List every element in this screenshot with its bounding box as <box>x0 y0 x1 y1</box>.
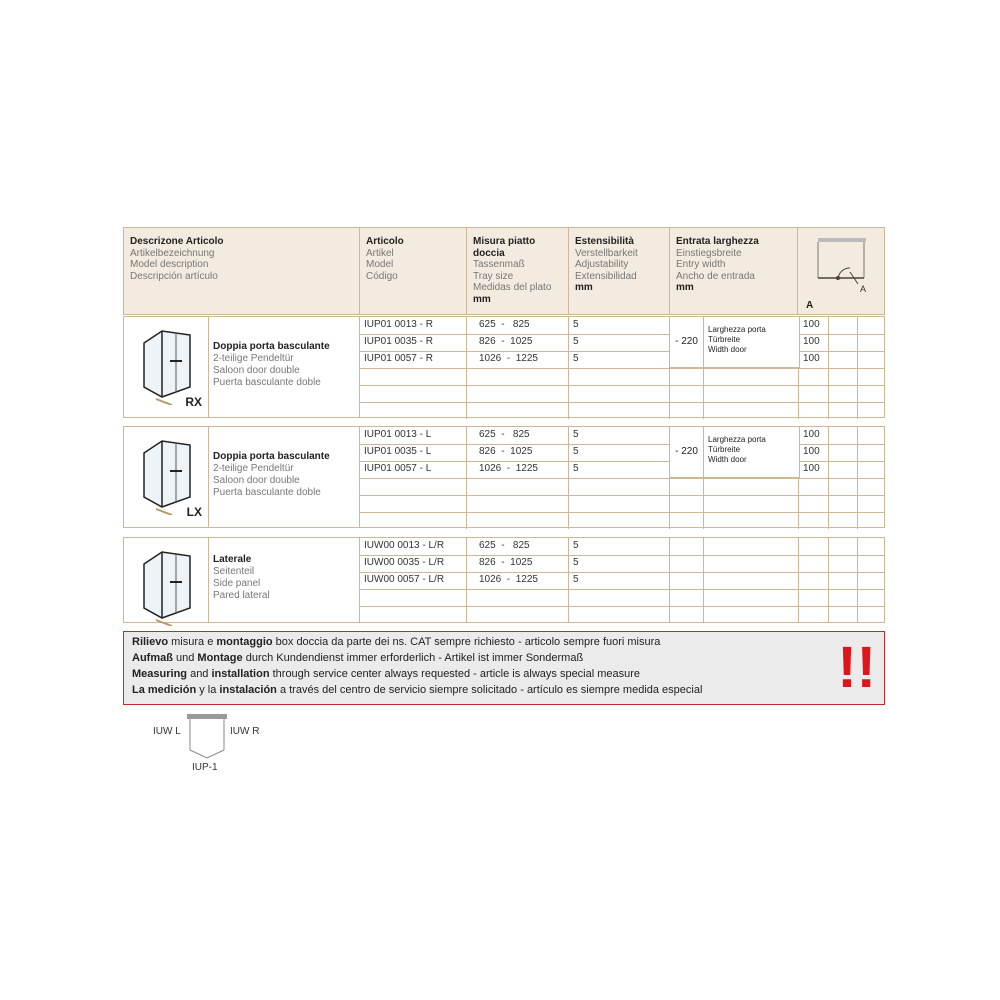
table-cell: 1026 - 1225 <box>467 351 569 368</box>
header-article: Articolo Artikel Model Código <box>360 228 467 314</box>
table-row <box>360 555 884 573</box>
table-cell <box>858 427 886 444</box>
table-cell <box>858 478 886 495</box>
table-cell <box>360 495 467 512</box>
table-cell: IUP01 0013 - R <box>360 317 467 334</box>
table-cell: 5 <box>569 427 670 444</box>
header-adjustability: Estensibilità Verstellbarkeit Adjustability Extensibilidad mm <box>569 228 670 314</box>
table-cell <box>467 495 569 512</box>
table-cell <box>858 589 886 606</box>
layout-legend <box>150 712 280 782</box>
table-cell <box>858 572 886 589</box>
table-cell <box>799 478 829 495</box>
table-cell <box>829 368 858 385</box>
description-line: 2-teilige Pendeltür <box>213 353 294 364</box>
table-cell <box>829 385 858 402</box>
header-tray-size: Misura piatto doccia Tassenmaß Tray size Medidas del plato mm <box>467 228 569 314</box>
table-cell <box>858 538 886 555</box>
door-width-note-line: Larghezza porta <box>708 435 766 444</box>
table-cell <box>799 538 829 555</box>
table-cell: 100 <box>799 461 829 478</box>
table-cell <box>829 402 858 419</box>
table-cell <box>704 606 799 623</box>
table-cell <box>704 478 799 495</box>
table-cell <box>829 589 858 606</box>
header-diagram: A A <box>798 228 884 314</box>
table-cell <box>467 385 569 402</box>
product-description <box>208 538 360 622</box>
table-row <box>360 538 884 556</box>
table-cell <box>829 495 858 512</box>
table-cell <box>467 402 569 419</box>
product-description <box>208 427 360 527</box>
table-cell <box>829 572 858 589</box>
notice-text: a través del centro de servicio siempre solicitado - artículo es siempre medida especial <box>276 684 703 696</box>
table-cell <box>670 495 704 512</box>
table-cell <box>829 512 858 529</box>
special-measure-notice <box>123 631 885 705</box>
product-section <box>123 426 885 528</box>
table-row <box>360 478 884 496</box>
table-header <box>123 227 885 315</box>
table-cell <box>858 368 886 385</box>
table-cell: 5 <box>569 538 670 555</box>
table-cell: 100 <box>799 334 829 351</box>
table-cell <box>858 351 886 368</box>
table-cell <box>360 589 467 606</box>
table-cell <box>670 478 704 495</box>
table-cell <box>670 538 704 555</box>
header-entry-width: Entrata larghezza Einstiegsbreite Entry width Ancho de entrada mm <box>670 228 798 314</box>
article-grid <box>360 317 884 417</box>
table-cell <box>858 385 886 402</box>
table-cell <box>858 461 886 478</box>
notice-text: through service center always requested - article is always special measure <box>269 668 641 680</box>
table-cell: 625 - 825 <box>467 538 569 555</box>
table-row <box>360 402 884 419</box>
description-line: Saloon door double <box>213 365 300 376</box>
table-cell <box>569 589 670 606</box>
table-cell <box>704 589 799 606</box>
table-cell <box>704 495 799 512</box>
table-cell: 625 - 825 <box>467 317 569 334</box>
table-cell <box>704 512 799 529</box>
table-cell <box>467 512 569 529</box>
table-row <box>360 444 884 462</box>
table-cell <box>799 512 829 529</box>
table-cell <box>360 402 467 419</box>
table-cell <box>858 334 886 351</box>
notice-bold: Rilievo <box>132 636 169 648</box>
table-cell <box>858 555 886 572</box>
table-cell: 100 <box>799 317 829 334</box>
table-cell <box>467 368 569 385</box>
table-cell <box>704 368 799 385</box>
description-line: Doppia porta basculante <box>213 451 330 462</box>
table-cell <box>858 444 886 461</box>
table-cell <box>569 478 670 495</box>
table-row <box>360 495 884 513</box>
table-cell: IUP01 0057 - L <box>360 461 467 478</box>
table-cell: 100 <box>799 427 829 444</box>
table-cell: 826 - 1025 <box>467 444 569 461</box>
description-line: Seitenteil <box>213 566 255 577</box>
door-width-note <box>708 435 766 465</box>
entry-width-block <box>670 427 800 478</box>
description-line: 2-teilige Pendeltür <box>213 463 294 474</box>
table-cell <box>670 589 704 606</box>
table-cell <box>799 495 829 512</box>
table-cell <box>569 606 670 623</box>
notice-text: y la <box>196 684 220 696</box>
table-row <box>360 334 884 352</box>
table-cell: IUW00 0035 - L/R <box>360 555 467 572</box>
table-cell: IUW00 0013 - L/R <box>360 538 467 555</box>
notice-bold: Montage <box>197 652 243 664</box>
table-row <box>360 317 884 335</box>
table-row <box>360 351 884 369</box>
table-row <box>360 385 884 403</box>
table-cell <box>360 606 467 623</box>
table-cell <box>858 512 886 529</box>
description-line: Pared lateral <box>213 590 270 601</box>
table-cell <box>704 538 799 555</box>
table-cell: 5 <box>569 572 670 589</box>
warning-mark: !! <box>837 635 876 700</box>
table-cell <box>829 478 858 495</box>
table-cell <box>829 555 858 572</box>
table-cell <box>829 461 858 478</box>
legend-right: IUW R <box>230 726 260 737</box>
door-width-note-line: Türbreite <box>708 335 741 344</box>
notice-line <box>132 650 876 666</box>
table-cell <box>704 402 799 419</box>
table-row <box>360 606 884 623</box>
table-cell: IUW00 0057 - L/R <box>360 572 467 589</box>
header-description: Descrizone Articolo Artikelbezeichnung Model description Descripción artículo <box>124 228 360 314</box>
table-cell <box>799 368 829 385</box>
notice-line <box>132 634 876 650</box>
table-cell <box>829 427 858 444</box>
table-cell <box>799 402 829 419</box>
variant-badge: RX <box>185 395 202 409</box>
variant-badge: LX <box>186 505 202 519</box>
table-cell <box>569 368 670 385</box>
shower-enclosure-image <box>124 317 209 417</box>
entry-width-block <box>670 317 800 368</box>
product-section <box>123 316 885 418</box>
notice-text: and <box>187 668 212 680</box>
table-cell: 5 <box>569 334 670 351</box>
table-cell: 100 <box>799 351 829 368</box>
table-cell <box>670 512 704 529</box>
table-cell <box>858 495 886 512</box>
table-cell <box>858 317 886 334</box>
table-cell <box>670 385 704 402</box>
description-line: Laterale <box>213 554 252 565</box>
shower-enclosure-image <box>124 538 209 622</box>
notice-text: misura e <box>168 636 217 648</box>
table-cell: IUP01 0013 - L <box>360 427 467 444</box>
notice-text: und <box>172 652 198 664</box>
legend-bottom: IUP-1 <box>192 762 218 773</box>
table-cell: 826 - 1025 <box>467 555 569 572</box>
notice-bold: La medición <box>132 684 197 696</box>
shower-enclosure-icon <box>132 325 202 405</box>
table-cell <box>799 572 829 589</box>
table-cell: 5 <box>569 461 670 478</box>
table-cell: IUP01 0057 - R <box>360 351 467 368</box>
article-grid <box>360 427 884 527</box>
table-cell: 1026 - 1225 <box>467 572 569 589</box>
notice-text: box doccia da parte dei ns. CAT sempre richiesto - articolo sempre fuori misura <box>272 636 661 648</box>
table-cell <box>704 555 799 572</box>
table-cell <box>670 572 704 589</box>
description-line: Puerta basculante doble <box>213 377 321 388</box>
table-row <box>360 461 884 479</box>
table-cell <box>569 495 670 512</box>
table-row <box>360 572 884 590</box>
table-cell <box>829 351 858 368</box>
entry-width-value: - 220 <box>670 317 704 367</box>
table-cell <box>799 385 829 402</box>
description-line: Doppia porta basculante <box>213 341 330 352</box>
table-cell <box>360 368 467 385</box>
article-grid <box>360 538 884 622</box>
table-cell <box>467 606 569 623</box>
table-cell <box>704 572 799 589</box>
notice-bold: installation <box>211 668 270 680</box>
table-cell <box>829 606 858 623</box>
table-cell <box>799 555 829 572</box>
table-cell: 826 - 1025 <box>467 334 569 351</box>
table-cell <box>704 385 799 402</box>
table-cell <box>670 402 704 419</box>
table-cell: 625 - 825 <box>467 427 569 444</box>
diagram-a-label: A <box>860 284 867 292</box>
notice-line <box>132 666 876 682</box>
notice-bold: Aufmaß <box>132 652 173 664</box>
table-cell <box>360 385 467 402</box>
shower-top-view-icon <box>808 232 880 292</box>
table-cell: 5 <box>569 444 670 461</box>
product-section <box>123 537 885 623</box>
notice-bold: Measuring <box>132 668 188 680</box>
table-cell <box>858 606 886 623</box>
table-cell <box>670 555 704 572</box>
table-cell <box>670 606 704 623</box>
door-width-note-line: Türbreite <box>708 445 741 454</box>
table-cell <box>569 402 670 419</box>
notice-text: durch Kundendienst immer erforderlich - Artikel ist immer Sondermaß <box>242 652 584 664</box>
table-cell <box>829 317 858 334</box>
table-row <box>360 368 884 386</box>
description-line: Saloon door double <box>213 475 300 486</box>
table-cell <box>360 512 467 529</box>
shower-enclosure-icon <box>132 435 202 515</box>
table-cell <box>569 385 670 402</box>
description-line: Puerta basculante doble <box>213 487 321 498</box>
table-cell: IUP01 0035 - L <box>360 444 467 461</box>
table-cell <box>799 589 829 606</box>
table-cell <box>467 589 569 606</box>
table-cell: 5 <box>569 351 670 368</box>
shower-enclosure-icon <box>132 546 202 626</box>
door-width-note-line: Width door <box>708 345 747 354</box>
table-row <box>360 512 884 529</box>
table-cell <box>829 444 858 461</box>
table-cell: 5 <box>569 555 670 572</box>
table-cell <box>858 402 886 419</box>
table-cell <box>360 478 467 495</box>
notice-bold: instalación <box>219 684 277 696</box>
shower-enclosure-image <box>124 427 209 527</box>
table-cell: 100 <box>799 444 829 461</box>
notice-line <box>132 682 876 698</box>
table-cell: 5 <box>569 317 670 334</box>
entry-width-value: - 220 <box>670 427 704 477</box>
table-cell: 1026 - 1225 <box>467 461 569 478</box>
table-row <box>360 589 884 607</box>
description-line: Side panel <box>213 578 261 589</box>
table-row <box>360 427 884 445</box>
table-cell <box>670 368 704 385</box>
door-width-note-line: Larghezza porta <box>708 325 766 334</box>
table-cell <box>799 606 829 623</box>
table-cell <box>829 538 858 555</box>
door-width-note <box>708 325 766 355</box>
product-description <box>208 317 360 417</box>
table-cell: IUP01 0035 - R <box>360 334 467 351</box>
table-cell <box>467 478 569 495</box>
door-width-note-line: Width door <box>708 455 747 464</box>
table-cell <box>569 512 670 529</box>
legend-left: IUW L <box>153 726 181 737</box>
notice-bold: montaggio <box>216 636 273 648</box>
table-cell <box>829 334 858 351</box>
